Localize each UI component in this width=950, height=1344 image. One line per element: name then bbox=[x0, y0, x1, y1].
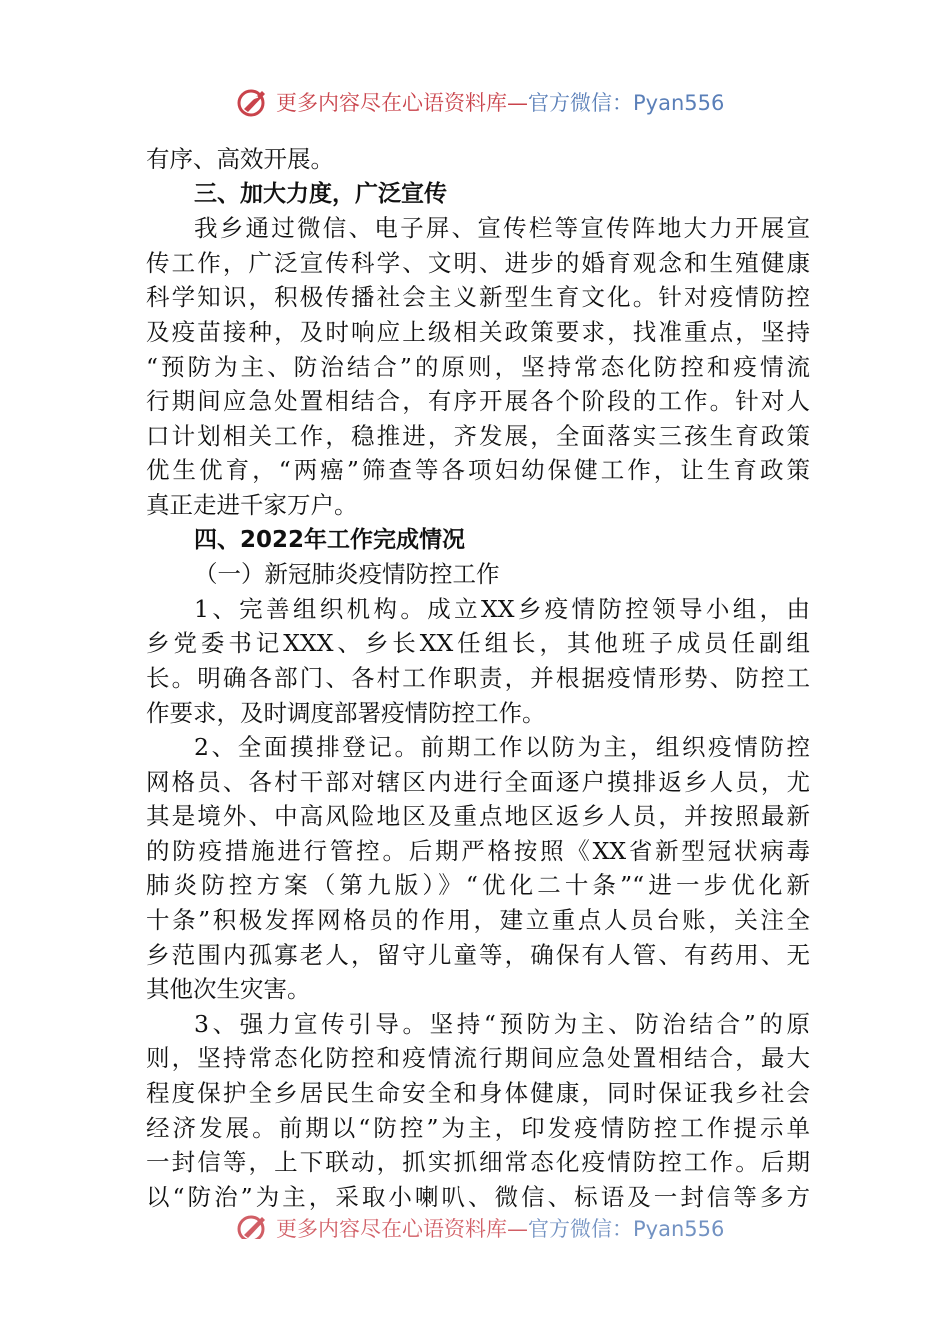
paragraph-line: 3、强力宣传引导。坚持“预防为主、防治结合”的原 bbox=[194, 1009, 810, 1038]
paragraph-line: 有序、高效开展。 bbox=[146, 145, 334, 173]
paragraph-line: 以“防治”为主，采取小喇叭、微信、标语及一封信等多方 bbox=[146, 1182, 810, 1211]
paragraph-line: 口计划相关工作，稳推进，齐发展，全面落实三孩生育政策 bbox=[146, 421, 810, 450]
paragraph-line: 作要求，及时调度部署疫情防控工作。 bbox=[146, 698, 546, 727]
paragraph-line: 乡党委书记XXX、乡长XX任组长，其他班子成员任副组 bbox=[146, 629, 810, 658]
quill-seal-icon bbox=[236, 1211, 270, 1239]
section-heading: 三、加大力度，广泛宣传 bbox=[194, 180, 447, 207]
paragraph-line: 一封信等，上下联动，抓实抓细常态化疫情防控工作。后期 bbox=[146, 1148, 810, 1177]
paragraph-line: 的防疫措施进行管控。后期严格按照《XX省新型冠状病毒 bbox=[146, 836, 810, 865]
paragraph-line: 经济发展。前期以“防控”为主，印发疫情防控工作提示单 bbox=[146, 1113, 810, 1142]
header-watermark bbox=[236, 82, 756, 122]
paragraph-line: 科学知识，积极传播社会主义新型生育文化。针对疫情防控 bbox=[146, 283, 810, 312]
subsection-heading: （一）新冠肺炎疫情防控工作 bbox=[194, 560, 500, 589]
watermark-text: 更多内容尽在心语资料库— bbox=[276, 91, 528, 115]
quill-seal-icon bbox=[236, 85, 270, 119]
paragraph-line: 其他次生灾害。 bbox=[146, 975, 311, 1004]
paragraph-line: 及疫苗接种，及时响应上级相关政策要求，找准重点，坚持 bbox=[146, 317, 810, 346]
paragraph-line: 乡范围内孤寡老人，留守儿童等，确保有人管、有药用、无 bbox=[146, 940, 810, 969]
paragraph-line: 优生优育，“两癌”筛查等各项妇幼保健工作，让生育政策 bbox=[146, 456, 810, 485]
paragraph-line: 十条”积极发挥网格员的作用，建立重点人员台账，关注全 bbox=[146, 906, 810, 935]
section-heading: 四、2022年工作完成情况 bbox=[194, 526, 466, 553]
paragraph-line: 行期间应急处置相结合，有序开展各个阶段的工作。针对人 bbox=[146, 387, 810, 416]
paragraph-line: 程度保护全乡居民生命安全和身体健康，同时保证我乡社会 bbox=[146, 1079, 810, 1108]
paragraph-line: 网格员、各村干部对辖区内进行全面逐户摸排返乡人员，尤 bbox=[146, 767, 810, 796]
watermark-accent: 官方微信：Pyan556 bbox=[528, 1217, 725, 1239]
paragraph-line: 肺炎防控方案（第九版）》“优化二十条”“进一步优化新 bbox=[146, 871, 810, 900]
paragraph-line: 其是境外、中高风险地区及重点地区返乡人员，并按照最新 bbox=[146, 802, 810, 831]
paragraph-line: 传工作，广泛宣传科学、文明、进步的婚育观念和生殖健康 bbox=[146, 248, 810, 277]
paragraph-line: 2、全面摸排登记。前期工作以防为主，组织疫情防控 bbox=[194, 733, 810, 762]
paragraph-line: 长。明确各部门、各村工作职责，并根据疫情形势、防控工 bbox=[146, 663, 810, 692]
watermark-text: 更多内容尽在心语资料库— bbox=[276, 1217, 528, 1239]
paragraph-line: 真正走进千家万户。 bbox=[146, 490, 358, 519]
paragraph-line: 我乡通过微信、电子屏、宣传栏等宣传阵地大力开展宣 bbox=[194, 214, 810, 243]
paragraph-line: 1、完善组织机构。成立XX乡疫情防控领导小组，由 bbox=[194, 594, 810, 623]
footer-watermark bbox=[236, 1205, 756, 1239]
watermark-accent: 官方微信：Pyan556 bbox=[528, 91, 725, 115]
paragraph-line: 则，坚持常态化防控和疫情流行期间应急处置相结合，最大 bbox=[146, 1044, 810, 1073]
paragraph-line: “预防为主、防治结合”的原则，坚持常态化防控和疫情流 bbox=[146, 352, 810, 381]
document-body bbox=[146, 142, 810, 1214]
